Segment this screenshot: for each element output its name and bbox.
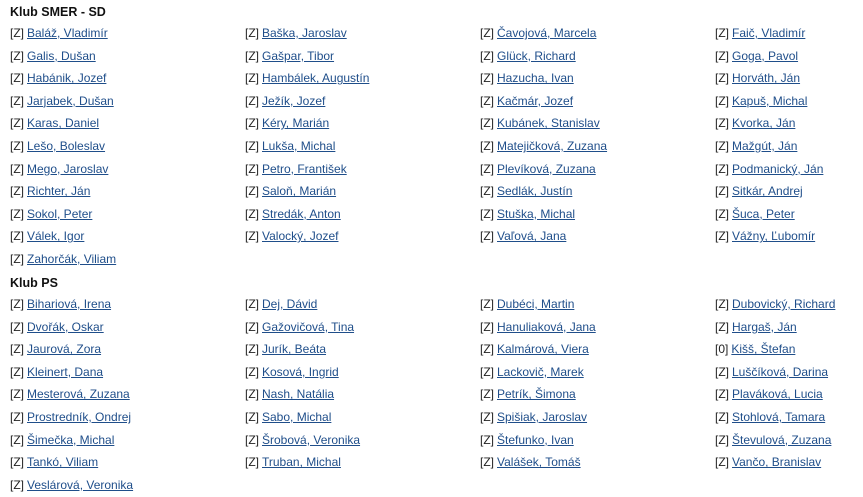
member-name-link[interactable]: Mego, Jaroslav	[27, 161, 109, 176]
member-entry	[245, 135, 480, 158]
member-name-link[interactable]: Matejičková, Zuzana	[497, 138, 608, 153]
member-name-link[interactable]: Šuca, Peter	[732, 206, 795, 221]
member-entry	[715, 383, 860, 406]
member-entry	[245, 316, 480, 339]
vote-status: [Z]	[715, 116, 729, 131]
member-name-link[interactable]: Horváth, Ján	[732, 71, 801, 86]
member-entry	[10, 383, 245, 406]
member-entry	[245, 203, 480, 226]
member-name-link[interactable]: Štefunko, Ivan	[497, 432, 574, 447]
vote-status: [Z]	[715, 138, 729, 153]
member-entry	[245, 383, 480, 406]
member-name-link[interactable]: Baška, Jaroslav	[262, 26, 347, 40]
member-entry	[715, 338, 860, 361]
member-entry	[480, 225, 715, 248]
member-entry	[715, 112, 860, 135]
vote-status: [Z]	[480, 432, 494, 447]
member-name-link[interactable]: Hargaš, Ján	[732, 319, 797, 334]
member-entry	[10, 451, 245, 474]
vote-status: [Z]	[245, 319, 259, 334]
vote-status: [Z]	[245, 26, 259, 40]
member-name-link[interactable]: Stuška, Michal	[497, 206, 576, 221]
member-name-link[interactable]: Baláž, Vladimír	[27, 26, 108, 40]
member-name-link[interactable]: Galis, Dušan	[27, 48, 96, 63]
vote-status: [Z]	[480, 206, 494, 221]
member-entry	[715, 293, 860, 316]
member-entry	[480, 293, 715, 316]
vote-status: [Z]	[10, 161, 24, 176]
vote-status: [Z]	[10, 26, 24, 40]
member-name-link[interactable]: Lackovič, Marek	[497, 364, 584, 379]
member-name-link[interactable]: Števulová, Zuzana	[732, 432, 832, 447]
member-name-link[interactable]: Plevíková, Zuzana	[497, 161, 596, 176]
member-name-link[interactable]: Vážny, Ľubomír	[732, 229, 816, 244]
member-name-link[interactable]: Prostredník, Ondrej	[27, 409, 132, 424]
vote-status: [Z]	[245, 161, 259, 176]
vote-status: [Z]	[715, 26, 729, 40]
vote-status: [Z]	[10, 319, 24, 334]
member-entry	[715, 90, 860, 113]
member-name-link[interactable]: Spišiak, Jaroslav	[497, 409, 588, 424]
club-members-grid-ps	[10, 293, 860, 496]
member-entry	[245, 112, 480, 135]
vote-status: [Z]	[10, 93, 24, 108]
member-entry	[245, 67, 480, 90]
vote-status: [Z]	[480, 93, 494, 108]
vote-status: [Z]	[480, 116, 494, 131]
vote-status: [Z]	[715, 184, 729, 199]
member-entry	[10, 293, 245, 316]
member-name-link[interactable]: Dubovický, Richard	[732, 297, 836, 311]
member-entry	[10, 67, 245, 90]
member-name-link[interactable]: Kosová, Ingrid	[262, 364, 339, 379]
vote-status: [Z]	[245, 71, 259, 86]
vote-status: [Z]	[715, 319, 729, 334]
member-name-link[interactable]: Glück, Richard	[497, 48, 576, 63]
member-entry	[10, 361, 245, 384]
member-entry	[480, 383, 715, 406]
vote-status: [Z]	[715, 229, 729, 244]
member-entry	[480, 22, 715, 45]
member-name-link[interactable]: Gašpar, Tibor	[262, 48, 335, 63]
member-name-link[interactable]: Veslárová, Veronika	[27, 477, 134, 492]
vote-status: [Z]	[245, 409, 259, 424]
club-title-smer: Klub SMER - SD	[10, 5, 106, 19]
vote-status: [Z]	[10, 206, 24, 221]
vote-status: [Z]	[715, 387, 729, 402]
member-name-link[interactable]: Petro, František	[262, 161, 347, 176]
member-name-link[interactable]: Sokol, Peter	[27, 206, 93, 221]
vote-status: [Z]	[715, 364, 729, 379]
member-entry	[715, 180, 860, 203]
member-name-link[interactable]: Hazucha, Ivan	[497, 71, 574, 86]
member-entry	[245, 90, 480, 113]
member-name-link[interactable]: Kalmárová, Viera	[497, 342, 589, 357]
vote-status: [Z]	[480, 319, 494, 334]
member-entry	[10, 180, 245, 203]
member-entry	[245, 22, 480, 45]
vote-status: [Z]	[245, 138, 259, 153]
member-entry	[715, 451, 860, 474]
member-entry	[715, 67, 860, 90]
vote-status: [Z]	[245, 297, 259, 311]
member-entry	[10, 248, 245, 271]
vote-status: [Z]	[480, 297, 494, 311]
club-title-ps: Klub PS	[10, 276, 58, 290]
vote-status: [Z]	[480, 48, 494, 63]
member-name-link[interactable]: Valášek, Tomáš	[497, 455, 581, 470]
member-name-link[interactable]: Karas, Daniel	[27, 116, 100, 131]
vote-status: [Z]	[480, 455, 494, 470]
member-entry	[715, 135, 860, 158]
member-entry	[245, 225, 480, 248]
member-entry	[715, 203, 860, 226]
member-entry	[245, 180, 480, 203]
vote-status: [Z]	[715, 432, 729, 447]
member-entry	[10, 112, 245, 135]
member-entry	[715, 158, 860, 181]
vote-status: [Z]	[245, 455, 259, 470]
vote-status: [Z]	[245, 93, 259, 108]
vote-status: [Z]	[715, 93, 729, 108]
member-name-link[interactable]: Tankó, Viliam	[27, 455, 99, 470]
member-entry	[480, 90, 715, 113]
member-entry	[10, 203, 245, 226]
member-name-link[interactable]: Faič, Vladimír	[732, 26, 806, 40]
member-entry	[480, 180, 715, 203]
vote-status: [Z]	[10, 455, 24, 470]
vote-status: [Z]	[245, 342, 259, 357]
member-name-link[interactable]: Nash, Natália	[262, 387, 335, 402]
vote-status: [0]	[715, 342, 729, 357]
vote-status: [Z]	[480, 138, 494, 153]
member-name-link[interactable]: Lukša, Michal	[262, 138, 336, 153]
vote-status: [Z]	[715, 455, 729, 470]
vote-status: [Z]	[10, 229, 24, 244]
member-entry	[245, 338, 480, 361]
member-entry	[480, 203, 715, 226]
member-name-link[interactable]: Kišš, Štefan	[731, 342, 796, 357]
member-name-link[interactable]: Vaľová, Jana	[497, 229, 567, 244]
member-name-link[interactable]: Truban, Michal	[262, 455, 341, 470]
member-entry	[480, 451, 715, 474]
vote-status: [Z]	[10, 184, 24, 199]
member-name-link[interactable]: Sedlák, Justín	[497, 184, 573, 199]
vote-status: [Z]	[715, 206, 729, 221]
member-entry	[245, 158, 480, 181]
member-entry	[480, 316, 715, 339]
member-entry	[715, 45, 860, 68]
vote-status: [Z]	[480, 409, 494, 424]
member-name-link[interactable]: Čavojová, Marcela	[497, 26, 597, 40]
vote-status: [Z]	[480, 184, 494, 199]
member-entry	[480, 361, 715, 384]
member-name-link[interactable]: Sitkár, Andrej	[732, 184, 803, 199]
member-entry	[10, 158, 245, 181]
member-name-link[interactable]: Zahorčák, Viliam	[27, 251, 117, 266]
vote-status: [Z]	[10, 297, 24, 311]
member-name-link[interactable]: Dubéci, Martin	[497, 297, 575, 311]
vote-status: [Z]	[10, 342, 24, 357]
member-entry	[715, 316, 860, 339]
vote-status: [Z]	[245, 116, 259, 131]
member-name-link[interactable]: Kačmár, Jozef	[497, 93, 574, 108]
vote-status: [Z]	[480, 161, 494, 176]
member-name-link[interactable]: Saloň, Marián	[262, 184, 337, 199]
vote-status: [Z]	[245, 387, 259, 402]
member-name-link[interactable]: Šimečka, Michal	[27, 432, 115, 447]
member-name-link[interactable]: Hanuliaková, Jana	[497, 319, 596, 334]
vote-status: [Z]	[10, 138, 24, 153]
vote-status: [Z]	[480, 342, 494, 357]
vote-status: [Z]	[10, 364, 24, 379]
member-name-link[interactable]: Kéry, Marián	[262, 116, 330, 131]
member-name-link[interactable]: Jaurová, Zora	[27, 342, 102, 357]
member-name-link[interactable]: Sabo, Michal	[262, 409, 332, 424]
vote-status: [Z]	[480, 26, 494, 40]
vote-status: [Z]	[10, 477, 24, 492]
member-name-link[interactable]: Goga, Pavol	[732, 48, 799, 63]
member-name-link[interactable]: Vančo, Branislav	[732, 455, 822, 470]
vote-status: [Z]	[10, 48, 24, 63]
vote-status: [Z]	[10, 409, 24, 424]
member-name-link[interactable]: Kapuš, Michal	[732, 93, 808, 108]
member-entry	[245, 293, 480, 316]
member-entry	[10, 429, 245, 452]
vote-status: [Z]	[245, 206, 259, 221]
member-name-link[interactable]: Habánik, Jozef	[27, 71, 107, 86]
vote-status: [Z]	[10, 71, 24, 86]
member-entry	[245, 451, 480, 474]
member-name-link[interactable]: Podmanický, Ján	[732, 161, 824, 176]
member-name-link[interactable]: Kubánek, Stanislav	[497, 116, 600, 131]
member-name-link[interactable]: Plaváková, Lucia	[732, 387, 823, 402]
vote-status: [Z]	[480, 387, 494, 402]
vote-status: [Z]	[480, 364, 494, 379]
member-entry	[245, 45, 480, 68]
member-entry	[10, 406, 245, 429]
member-entry	[245, 361, 480, 384]
vote-status: [Z]	[245, 364, 259, 379]
member-entry	[10, 22, 245, 45]
vote-status: [Z]	[480, 229, 494, 244]
member-name-link[interactable]: Válek, Igor	[27, 229, 85, 244]
member-name-link[interactable]: Ježík, Jozef	[262, 93, 326, 108]
member-name-link[interactable]: Mesterová, Zuzana	[27, 387, 130, 402]
member-entry	[10, 316, 245, 339]
member-name-link[interactable]: Petrík, Šimona	[497, 387, 576, 402]
vote-status: [Z]	[10, 432, 24, 447]
vote-status: [Z]	[245, 229, 259, 244]
member-name-link[interactable]: Dvořák, Oskar	[27, 319, 104, 334]
vote-status: [Z]	[715, 71, 729, 86]
vote-status: [Z]	[480, 71, 494, 86]
member-entry	[715, 225, 860, 248]
vote-status: [Z]	[715, 48, 729, 63]
member-entry	[10, 45, 245, 68]
member-entry	[480, 112, 715, 135]
member-name-link[interactable]: Valocký, Jozef	[262, 229, 339, 244]
vote-status: [Z]	[715, 161, 729, 176]
member-name-link[interactable]: Stredák, Anton	[262, 206, 341, 221]
member-entry	[480, 45, 715, 68]
vote-status: [Z]	[10, 116, 24, 131]
member-entry	[10, 338, 245, 361]
member-name-link[interactable]: Luščíková, Darina	[732, 364, 829, 379]
member-entry	[715, 429, 860, 452]
member-name-link[interactable]: Richter, Ján	[27, 184, 91, 199]
vote-status: [Z]	[715, 409, 729, 424]
member-entry	[480, 67, 715, 90]
member-entry	[10, 90, 245, 113]
member-name-link[interactable]: Gažovičová, Tina	[262, 319, 355, 334]
member-entry	[10, 225, 245, 248]
vote-status: [Z]	[10, 387, 24, 402]
member-entry	[480, 338, 715, 361]
member-name-link[interactable]: Hambálek, Augustín	[262, 71, 370, 86]
member-entry	[715, 406, 860, 429]
member-entry	[480, 429, 715, 452]
member-name-link[interactable]: Kvorka, Ján	[732, 116, 796, 131]
member-name-link[interactable]: Šrobová, Veronika	[262, 432, 361, 447]
member-name-link[interactable]: Stohlová, Tamara	[732, 409, 826, 424]
member-name-link[interactable]: Mažgút, Ján	[732, 138, 798, 153]
member-name-link[interactable]: Jarjabek, Dušan	[27, 93, 114, 108]
member-entry	[715, 361, 860, 384]
vote-status: [Z]	[245, 432, 259, 447]
club-members-grid-smer	[10, 22, 860, 271]
member-name-link[interactable]: Lešo, Boleslav	[27, 138, 106, 153]
member-entry	[480, 406, 715, 429]
member-entry	[715, 22, 860, 45]
vote-status: [Z]	[245, 184, 259, 199]
member-entry	[10, 474, 245, 497]
member-entry	[480, 158, 715, 181]
member-name-link[interactable]: Dej, Dávid	[262, 297, 318, 311]
member-entry	[245, 429, 480, 452]
member-name-link[interactable]: Bihariová, Irena	[27, 297, 112, 311]
member-name-link[interactable]: Jurík, Beáta	[262, 342, 327, 357]
member-name-link[interactable]: Kleinert, Dana	[27, 364, 104, 379]
member-entry	[480, 135, 715, 158]
vote-status: [Z]	[10, 251, 24, 266]
member-entry	[245, 406, 480, 429]
vote-status: [Z]	[715, 297, 729, 311]
vote-status: [Z]	[245, 48, 259, 63]
member-entry	[10, 135, 245, 158]
